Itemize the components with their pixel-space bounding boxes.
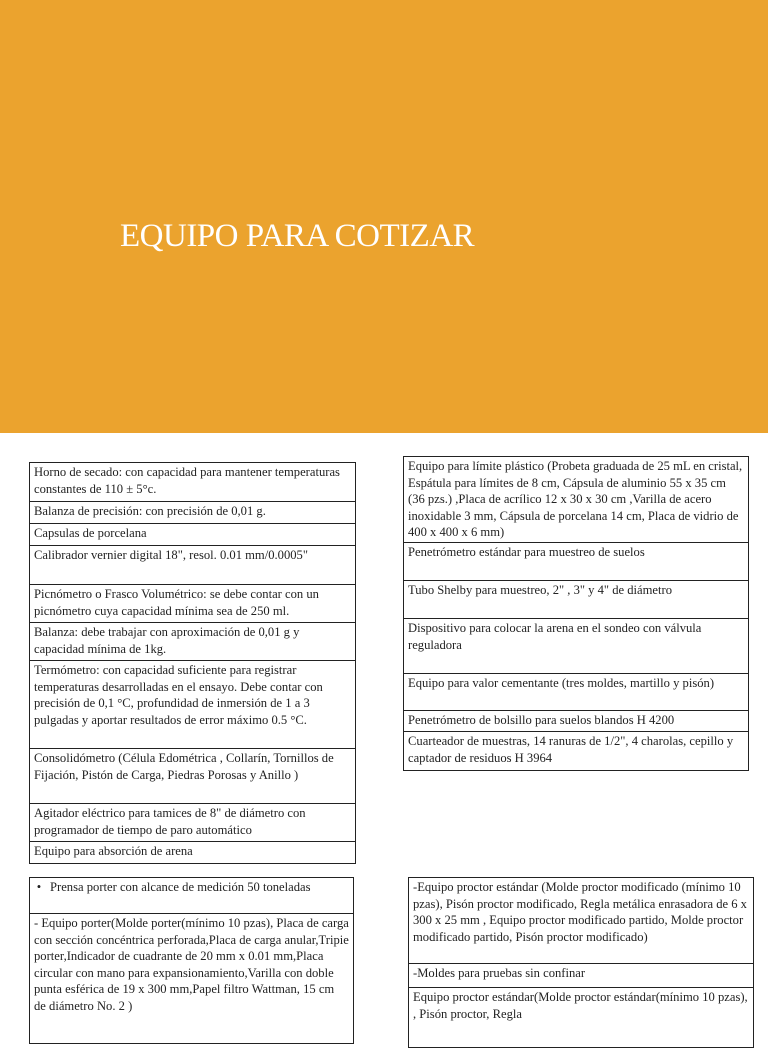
table-row — [404, 543, 749, 581]
table-cell: Dispositivo para colocar la arena en el sondeo con válvula reguladora — [404, 619, 749, 674]
equipment-table-left-bottom — [29, 877, 354, 1044]
table-row — [30, 524, 356, 546]
table-cell: Equipo para valor cementante (tres moldes, martillo y pisón) — [404, 674, 749, 711]
table-row — [409, 964, 754, 988]
table-row — [30, 623, 356, 661]
table-cell: Balanza de precisión: con precisión de 0,01 g. — [30, 502, 356, 524]
table-row — [30, 804, 356, 842]
table-row — [30, 463, 356, 502]
table-row — [30, 878, 354, 914]
table-row — [30, 661, 356, 749]
table-cell: Equipo para absorción de arena — [30, 842, 356, 864]
table-row — [409, 988, 754, 1048]
table-row — [30, 585, 356, 623]
table-cell: Calibrador vernier digital 18", resol. 0.01 mm/0.0005" — [30, 546, 356, 585]
table-row — [30, 502, 356, 524]
equipment-table-right-top — [403, 456, 749, 771]
equipment-table-left-top — [29, 462, 356, 864]
table-cell: Agitador eléctrico para tamices de 8" de diámetro con programador de tiempo de paro automático — [30, 804, 356, 842]
table-cell: Horno de secado: con capacidad para mantener temperaturas constantes de 110 ± 5°c. — [30, 463, 356, 502]
table-cell: Consolidómetro (Célula Edométrica , Collarín, Tornillos de Fijación, Pistón de Carga, Piedras Porosas y Anillo ) — [30, 749, 356, 804]
table-cell: Penetrómetro estándar para muestreo de suelos — [404, 543, 749, 581]
equipment-table-right-bottom — [408, 877, 754, 1048]
table-row — [404, 674, 749, 711]
table-cell: Equipo para límite plástico (Probeta graduada de 25 mL en cristal, Espátula para límites de 8 cm, Cápsula de aluminio 55 x 35 cm (36 pzs.) ,Placa de acrílico 12 x 30 x 30 cm ,Varilla de acero inoxidable 3 mm, Cápsula de porcelana 14 cm, Placa de vidrio de 400 x 400 x 6 mm) — [404, 457, 749, 543]
table-cell: Capsulas de porcelana — [30, 524, 356, 546]
table-cell — [30, 878, 354, 914]
title-banner — [0, 0, 768, 433]
table-row — [30, 842, 356, 864]
table-cell: - Equipo porter(Molde porter(mínimo 10 pzas), Placa de carga con sección concéntrica perforada,Placa de carga anular,Tripie porter,Indicador de cuadrante de 20 mm x 0.01 mm,Placa circular con mano para expansionamiento,Varilla con doble punta esférica de 19 x 300 mm,Papel filtro Wattman, 15 cm de diámetro No. 2 ) — [30, 914, 354, 1044]
table-cell: Penetrómetro de bolsillo para suelos blandos H 4200 — [404, 711, 749, 732]
table-cell: -Moldes para pruebas sin confinar — [409, 964, 754, 988]
table-row — [404, 581, 749, 619]
table-row — [404, 732, 749, 771]
page-title: EQUIPO PARA COTIZAR — [120, 218, 475, 254]
table-row — [30, 914, 354, 1044]
bullet-item-text: Prensa porter con alcance de medición 50 toneladas — [50, 880, 311, 894]
table-row — [30, 546, 356, 585]
table-cell: Equipo proctor estándar(Molde proctor estándar(mínimo 10 pzas), , Pisón proctor, Regla — [409, 988, 754, 1048]
bullet-icon: • — [36, 880, 42, 894]
table-row — [409, 878, 754, 964]
table-row — [30, 749, 356, 804]
table-row — [404, 619, 749, 674]
table-row — [404, 711, 749, 732]
table-cell: Balanza: debe trabajar con aproximación de 0,01 g y capacidad mínima de 1kg. — [30, 623, 356, 661]
table-cell: Termómetro: con capacidad suficiente para registrar temperaturas desarrolladas en el ensayo. Debe contar con precisión de 0,1 °C, profundidad de inmersión de 1 a 3 pulgadas y aportar resultados de error máximo 0.5 °C. — [30, 661, 356, 749]
table-cell: Cuarteador de muestras, 14 ranuras de 1/2", 4 charolas, cepillo y captador de residuos H 3964 — [404, 732, 749, 771]
table-row — [404, 457, 749, 543]
table-cell: Tubo Shelby para muestreo, 2" , 3" y 4" de diámetro — [404, 581, 749, 619]
table-cell: -Equipo proctor estándar (Molde proctor modificado (mínimo 10 pzas), Pisón proctor modificado, Regla metálica enrasadora de 6 x 300 x 25 mm , Equipo proctor modificado partido, Molde proctor modificado partido, Pisón proctor modificado) — [409, 878, 754, 964]
table-cell: Picnómetro o Frasco Volumétrico: se debe contar con un picnómetro cuya capacidad mínima sea de 250 ml. — [30, 585, 356, 623]
